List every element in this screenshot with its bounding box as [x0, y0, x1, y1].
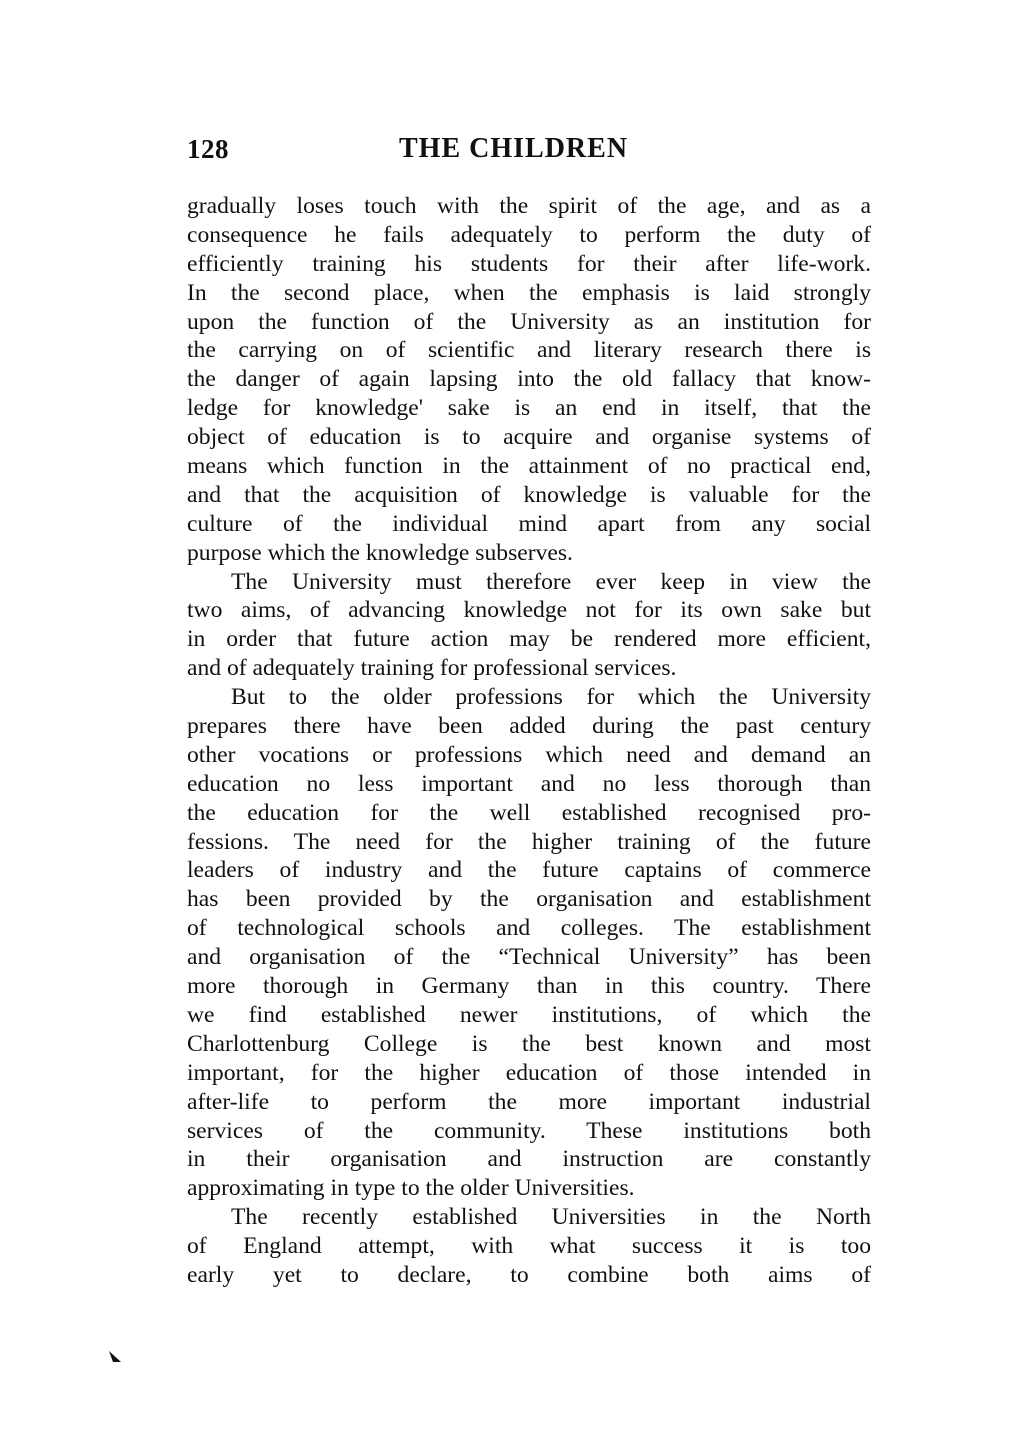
text-line: after-life to perform the more important industrial: [187, 1088, 871, 1115]
text-line: culture of the individual mind apart from any social: [187, 510, 871, 537]
text-line: has been provided by the organisation and establishment: [187, 886, 871, 913]
text-line: in order that future action may be rendered more efficient,: [187, 626, 871, 653]
text-line: education no less important and no less thorough than: [187, 770, 871, 797]
text-line: and of adequately training for professional services.: [187, 655, 677, 682]
text-line: the danger of again lapsing into the old fallacy that know-: [187, 366, 871, 393]
text-line: two aims, of advancing knowledge not for its own sake but: [187, 597, 871, 624]
text-line: gradually loses touch with the spirit of the age, and as a: [187, 193, 871, 219]
text-line: of England attempt, with what success it is too: [187, 1233, 871, 1260]
text-line: consequence he fails adequately to perform the duty of: [187, 221, 871, 248]
text-line: in their organisation and instruction are constantly: [187, 1146, 871, 1173]
corner-arrow-icon: [108, 1350, 122, 1364]
text-line: of technological schools and colleges. The establishment: [187, 915, 871, 942]
text-line: upon the function of the University as an institution for: [187, 308, 871, 335]
text-line: important, for the higher education of those intended in: [187, 1059, 871, 1086]
text-line: services of the community. These institutions both: [187, 1117, 871, 1144]
page-number: 128: [187, 134, 229, 164]
text-line: fessions. The need for the higher training of the future: [187, 828, 871, 855]
text-line: Charlottenburg College is the best known and most: [187, 1030, 871, 1057]
text-line: means which function in the attainment of no practical end,: [187, 453, 871, 480]
text-line: the carrying on of scientific and literary research there is: [187, 337, 871, 364]
text-line: purpose which the knowledge subserves.: [187, 539, 573, 566]
text-line: The recently established Universities in the North: [231, 1204, 871, 1231]
text-line: But to the older professions for which the University: [231, 684, 871, 711]
text-line: prepares there have been added during the past century: [187, 713, 871, 740]
text-line: and that the acquisition of knowledge is valuable for the: [187, 481, 871, 508]
text-line: early yet to declare, to combine both aims of: [187, 1261, 871, 1288]
text-line: approximating in type to the older Universities.: [187, 1175, 635, 1202]
text-line: The University must therefore ever keep in view the: [231, 568, 871, 595]
text-line: more thorough in Germany than in this country. There: [187, 973, 871, 1000]
text-line: ledge for knowledge' sake is an end in itself, that the: [187, 395, 871, 422]
running-head-title: THE CHILDREN: [399, 133, 629, 164]
text-line: we find established newer institutions, of which the: [187, 1001, 871, 1028]
text-line: and organisation of the “Technical University” has been: [187, 944, 871, 971]
text-line: efficiently training his students for their after life-work.: [187, 250, 871, 277]
body-text: [187, 192, 871, 1290]
text-line: leaders of industry and the future captains of commerce: [187, 857, 871, 884]
text-line: object of education is to acquire and organise systems of: [187, 424, 871, 451]
page-header: [187, 132, 877, 172]
text-line: In the second place, when the emphasis is laid strongly: [187, 279, 871, 306]
text-line: other vocations or professions which need and demand an: [187, 741, 871, 768]
text-line: the education for the well established recognised pro-: [187, 799, 871, 826]
